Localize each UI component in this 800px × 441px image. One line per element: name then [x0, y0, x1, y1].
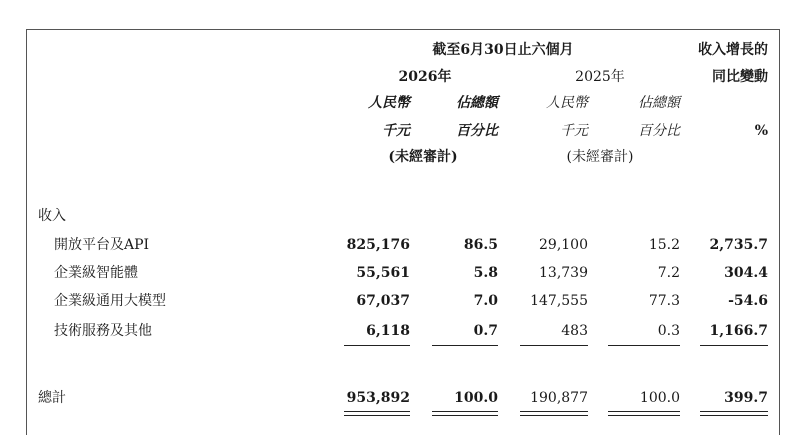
- row-label: 企業級通用大模型: [54, 293, 166, 309]
- unit-pct-2025: 百分比: [638, 123, 680, 139]
- row-growth: 2,735.7: [709, 237, 768, 253]
- col-rmb-2026: 人民幣: [368, 95, 410, 111]
- section-label-revenue: 收入: [38, 208, 66, 224]
- subtotal-rule: [608, 345, 680, 346]
- row-label: 開放平台及API: [54, 237, 150, 253]
- row-label: 技術服務及其他: [54, 323, 152, 339]
- subtotal-rule: [432, 345, 498, 346]
- total-double-rule: [520, 411, 588, 416]
- total-double-rule: [700, 411, 768, 416]
- total-double-rule: [608, 411, 680, 416]
- row-value-2025: 13,739: [539, 265, 588, 281]
- total-value-2025: 190,877: [530, 390, 588, 406]
- subtotal-rule: [520, 345, 588, 346]
- table-frame: [26, 29, 780, 435]
- row-growth: -54.6: [728, 293, 768, 309]
- year-2026-header: 2026年: [398, 69, 452, 85]
- total-value-2026: 953,892: [346, 390, 410, 406]
- subtotal-rule: [700, 345, 768, 346]
- unit-pct-2026: 百分比: [456, 123, 498, 139]
- pct-sign: %: [754, 123, 768, 139]
- unaudited-2025: (未經審計): [566, 149, 634, 165]
- total-share-2026: 100.0: [454, 390, 498, 406]
- total-double-rule: [432, 411, 498, 416]
- row-value-2026: 67,037: [356, 293, 410, 309]
- unit-thousand-2025: 千元: [560, 123, 588, 139]
- year-2025-header: 2025年: [575, 69, 625, 85]
- col-rmb-2025: 人民幣: [546, 95, 588, 111]
- row-growth: 1,166.7: [709, 323, 768, 339]
- row-value-2026: 825,176: [346, 237, 410, 253]
- row-value-2026: 55,561: [356, 265, 410, 281]
- unit-thousand-2026: 千元: [382, 123, 410, 139]
- total-double-rule: [344, 411, 410, 416]
- row-share-2025: 7.2: [657, 265, 680, 281]
- row-value-2025: 29,100: [539, 237, 588, 253]
- row-share-2025: 15.2: [648, 237, 680, 253]
- row-share-2026: 86.5: [463, 237, 498, 253]
- unaudited-2026: (未經審計): [388, 149, 458, 165]
- growth-header-line1: 收入增長的: [698, 42, 768, 58]
- row-share-2025: 0.3: [657, 323, 680, 339]
- row-value-2025: 483: [561, 323, 588, 339]
- period-header: 截至6月30日止六個月: [432, 42, 574, 58]
- row-growth: 304.4: [724, 265, 768, 281]
- row-label: 企業級智能體: [54, 265, 138, 281]
- row-share-2026: 7.0: [473, 293, 498, 309]
- total-share-2025: 100.0: [639, 390, 680, 406]
- total-label: 總計: [38, 390, 66, 406]
- col-share-2026: 佔總額: [456, 95, 498, 111]
- growth-header-line2: 同比變動: [712, 69, 768, 85]
- total-growth: 399.7: [724, 390, 768, 406]
- subtotal-rule: [344, 345, 410, 346]
- row-share-2026: 5.8: [473, 265, 498, 281]
- row-share-2026: 0.7: [473, 323, 498, 339]
- row-share-2025: 77.3: [648, 293, 680, 309]
- row-value-2025: 147,555: [530, 293, 588, 309]
- col-share-2025: 佔總額: [638, 95, 680, 111]
- row-value-2026: 6,118: [366, 323, 410, 339]
